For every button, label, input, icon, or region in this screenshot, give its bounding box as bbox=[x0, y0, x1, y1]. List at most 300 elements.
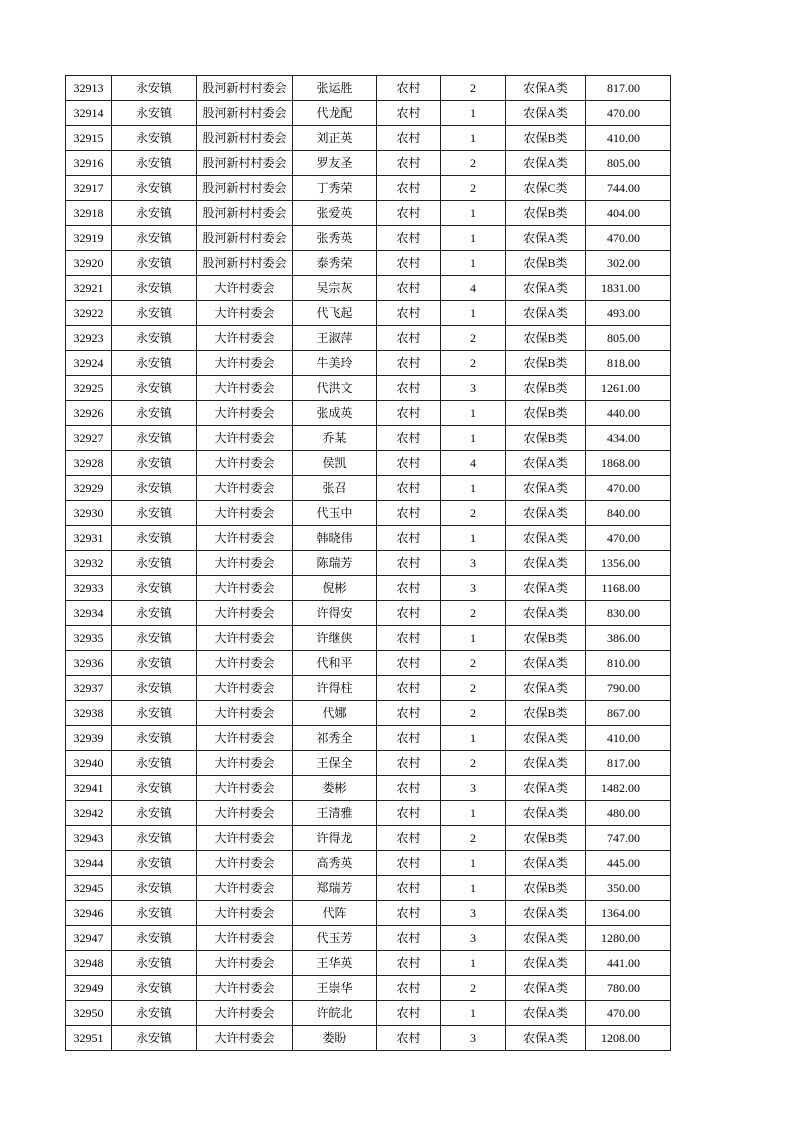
cell-amount: 445.00 bbox=[586, 851, 671, 876]
cell-count: 1 bbox=[441, 851, 506, 876]
cell-town: 永安镇 bbox=[112, 401, 197, 426]
cell-category: 农村 bbox=[377, 276, 441, 301]
cell-count: 1 bbox=[441, 951, 506, 976]
cell-amount: 1868.00 bbox=[586, 451, 671, 476]
cell-amount: 818.00 bbox=[586, 351, 671, 376]
cell-insurance: 农保A类 bbox=[506, 676, 586, 701]
cell-town: 永安镇 bbox=[112, 1001, 197, 1026]
table-row bbox=[66, 76, 671, 101]
cell-town: 永安镇 bbox=[112, 776, 197, 801]
cell-count: 2 bbox=[441, 651, 506, 676]
cell-insurance: 农保A类 bbox=[506, 1026, 586, 1051]
table-row bbox=[66, 551, 671, 576]
cell-name: 代阵 bbox=[293, 901, 377, 926]
cell-name: 许皖北 bbox=[293, 1001, 377, 1026]
cell-id: 32933 bbox=[66, 576, 112, 601]
cell-category: 农村 bbox=[377, 401, 441, 426]
cell-village: 大许村委会 bbox=[197, 751, 293, 776]
cell-insurance: 农保B类 bbox=[506, 251, 586, 276]
cell-amount: 410.00 bbox=[586, 726, 671, 751]
cell-name: 代娜 bbox=[293, 701, 377, 726]
cell-category: 农村 bbox=[377, 976, 441, 1001]
cell-insurance: 农保A类 bbox=[506, 901, 586, 926]
cell-id: 32934 bbox=[66, 601, 112, 626]
cell-town: 永安镇 bbox=[112, 676, 197, 701]
cell-category: 农村 bbox=[377, 701, 441, 726]
cell-id: 32949 bbox=[66, 976, 112, 1001]
cell-name: 代玉芳 bbox=[293, 926, 377, 951]
cell-id: 32928 bbox=[66, 451, 112, 476]
table-row bbox=[66, 476, 671, 501]
cell-village: 股河新村村委会 bbox=[197, 226, 293, 251]
cell-town: 永安镇 bbox=[112, 1026, 197, 1051]
table-row bbox=[66, 151, 671, 176]
cell-insurance: 农保A类 bbox=[506, 101, 586, 126]
cell-village: 大许村委会 bbox=[197, 776, 293, 801]
cell-count: 2 bbox=[441, 701, 506, 726]
cell-category: 农村 bbox=[377, 901, 441, 926]
cell-town: 永安镇 bbox=[112, 701, 197, 726]
table-row bbox=[66, 326, 671, 351]
table-row bbox=[66, 351, 671, 376]
table-row bbox=[66, 376, 671, 401]
cell-village: 大许村委会 bbox=[197, 426, 293, 451]
cell-insurance: 农保A类 bbox=[506, 451, 586, 476]
cell-village: 大许村委会 bbox=[197, 476, 293, 501]
cell-count: 3 bbox=[441, 901, 506, 926]
cell-category: 农村 bbox=[377, 226, 441, 251]
cell-amount: 410.00 bbox=[586, 126, 671, 151]
cell-village: 大许村委会 bbox=[197, 626, 293, 651]
table-row bbox=[66, 526, 671, 551]
cell-amount: 350.00 bbox=[586, 876, 671, 901]
table-row bbox=[66, 626, 671, 651]
cell-village: 大许村委会 bbox=[197, 976, 293, 1001]
cell-insurance: 农保B类 bbox=[506, 126, 586, 151]
cell-name: 王淑萍 bbox=[293, 326, 377, 351]
cell-id: 32948 bbox=[66, 951, 112, 976]
cell-id: 32938 bbox=[66, 701, 112, 726]
cell-category: 农村 bbox=[377, 426, 441, 451]
cell-amount: 1208.00 bbox=[586, 1026, 671, 1051]
table-row bbox=[66, 701, 671, 726]
table-row bbox=[66, 926, 671, 951]
table-row bbox=[66, 201, 671, 226]
cell-insurance: 农保A类 bbox=[506, 751, 586, 776]
cell-category: 农村 bbox=[377, 626, 441, 651]
table-row bbox=[66, 251, 671, 276]
cell-id: 32942 bbox=[66, 801, 112, 826]
cell-name: 许得龙 bbox=[293, 826, 377, 851]
table-row bbox=[66, 826, 671, 851]
cell-town: 永安镇 bbox=[112, 826, 197, 851]
cell-count: 1 bbox=[441, 426, 506, 451]
cell-village: 股河新村村委会 bbox=[197, 176, 293, 201]
cell-town: 永安镇 bbox=[112, 651, 197, 676]
cell-town: 永安镇 bbox=[112, 226, 197, 251]
table-row bbox=[66, 501, 671, 526]
cell-town: 永安镇 bbox=[112, 876, 197, 901]
cell-amount: 780.00 bbox=[586, 976, 671, 1001]
cell-count: 1 bbox=[441, 251, 506, 276]
cell-name: 高秀英 bbox=[293, 851, 377, 876]
cell-id: 32926 bbox=[66, 401, 112, 426]
cell-town: 永安镇 bbox=[112, 726, 197, 751]
table-row bbox=[66, 126, 671, 151]
cell-id: 32936 bbox=[66, 651, 112, 676]
cell-insurance: 农保B类 bbox=[506, 426, 586, 451]
cell-category: 农村 bbox=[377, 351, 441, 376]
cell-category: 农村 bbox=[377, 201, 441, 226]
cell-town: 永安镇 bbox=[112, 551, 197, 576]
cell-insurance: 农保A类 bbox=[506, 151, 586, 176]
cell-name: 侯凯 bbox=[293, 451, 377, 476]
cell-insurance: 农保A类 bbox=[506, 651, 586, 676]
cell-count: 4 bbox=[441, 451, 506, 476]
cell-count: 1 bbox=[441, 476, 506, 501]
cell-village: 大许村委会 bbox=[197, 326, 293, 351]
cell-count: 2 bbox=[441, 326, 506, 351]
cell-insurance: 农保A类 bbox=[506, 801, 586, 826]
cell-id: 32931 bbox=[66, 526, 112, 551]
cell-count: 2 bbox=[441, 501, 506, 526]
table-row bbox=[66, 226, 671, 251]
cell-count: 2 bbox=[441, 826, 506, 851]
cell-category: 农村 bbox=[377, 851, 441, 876]
cell-name: 代飞起 bbox=[293, 301, 377, 326]
cell-id: 32923 bbox=[66, 326, 112, 351]
cell-count: 2 bbox=[441, 351, 506, 376]
cell-village: 大许村委会 bbox=[197, 551, 293, 576]
cell-amount: 470.00 bbox=[586, 1001, 671, 1026]
cell-town: 永安镇 bbox=[112, 926, 197, 951]
table-row bbox=[66, 576, 671, 601]
cell-id: 32941 bbox=[66, 776, 112, 801]
cell-id: 32943 bbox=[66, 826, 112, 851]
cell-name: 张成英 bbox=[293, 401, 377, 426]
cell-village: 大许村委会 bbox=[197, 801, 293, 826]
cell-id: 32915 bbox=[66, 126, 112, 151]
cell-town: 永安镇 bbox=[112, 351, 197, 376]
cell-count: 1 bbox=[441, 876, 506, 901]
cell-insurance: 农保B类 bbox=[506, 626, 586, 651]
cell-id: 32935 bbox=[66, 626, 112, 651]
cell-count: 2 bbox=[441, 176, 506, 201]
cell-category: 农村 bbox=[377, 126, 441, 151]
cell-count: 3 bbox=[441, 776, 506, 801]
cell-amount: 404.00 bbox=[586, 201, 671, 226]
cell-id: 32945 bbox=[66, 876, 112, 901]
cell-village: 大许村委会 bbox=[197, 576, 293, 601]
cell-amount: 747.00 bbox=[586, 826, 671, 851]
cell-name: 代龙配 bbox=[293, 101, 377, 126]
cell-village: 大许村委会 bbox=[197, 276, 293, 301]
cell-insurance: 农保B类 bbox=[506, 376, 586, 401]
cell-town: 永安镇 bbox=[112, 751, 197, 776]
cell-count: 1 bbox=[441, 226, 506, 251]
cell-name: 陈瑞芳 bbox=[293, 551, 377, 576]
cell-name: 代洪文 bbox=[293, 376, 377, 401]
cell-count: 3 bbox=[441, 376, 506, 401]
cell-id: 32919 bbox=[66, 226, 112, 251]
cell-village: 股河新村村委会 bbox=[197, 151, 293, 176]
cell-insurance: 农保A类 bbox=[506, 851, 586, 876]
cell-amount: 434.00 bbox=[586, 426, 671, 451]
cell-amount: 1280.00 bbox=[586, 926, 671, 951]
cell-insurance: 农保A类 bbox=[506, 526, 586, 551]
cell-town: 永安镇 bbox=[112, 426, 197, 451]
cell-village: 大许村委会 bbox=[197, 651, 293, 676]
cell-village: 大许村委会 bbox=[197, 901, 293, 926]
cell-id: 32930 bbox=[66, 501, 112, 526]
table-row bbox=[66, 876, 671, 901]
cell-village: 股河新村村委会 bbox=[197, 76, 293, 101]
cell-name: 祁秀全 bbox=[293, 726, 377, 751]
cell-count: 1 bbox=[441, 801, 506, 826]
table-row bbox=[66, 951, 671, 976]
cell-category: 农村 bbox=[377, 726, 441, 751]
cell-town: 永安镇 bbox=[112, 76, 197, 101]
cell-id: 32913 bbox=[66, 76, 112, 101]
cell-village: 大许村委会 bbox=[197, 876, 293, 901]
cell-town: 永安镇 bbox=[112, 501, 197, 526]
cell-id: 32937 bbox=[66, 676, 112, 701]
cell-village: 大许村委会 bbox=[197, 926, 293, 951]
cell-amount: 805.00 bbox=[586, 326, 671, 351]
cell-town: 永安镇 bbox=[112, 301, 197, 326]
cell-name: 娄盼 bbox=[293, 1026, 377, 1051]
cell-category: 农村 bbox=[377, 501, 441, 526]
cell-town: 永安镇 bbox=[112, 101, 197, 126]
cell-insurance: 农保A类 bbox=[506, 301, 586, 326]
cell-insurance: 农保A类 bbox=[506, 76, 586, 101]
cell-name: 王华英 bbox=[293, 951, 377, 976]
cell-insurance: 农保A类 bbox=[506, 551, 586, 576]
cell-count: 2 bbox=[441, 601, 506, 626]
cell-town: 永安镇 bbox=[112, 476, 197, 501]
cell-count: 2 bbox=[441, 151, 506, 176]
cell-category: 农村 bbox=[377, 151, 441, 176]
cell-town: 永安镇 bbox=[112, 601, 197, 626]
cell-id: 32925 bbox=[66, 376, 112, 401]
cell-insurance: 农保A类 bbox=[506, 926, 586, 951]
cell-id: 32944 bbox=[66, 851, 112, 876]
cell-insurance: 农保B类 bbox=[506, 876, 586, 901]
cell-village: 大许村委会 bbox=[197, 676, 293, 701]
cell-id: 32939 bbox=[66, 726, 112, 751]
cell-amount: 1261.00 bbox=[586, 376, 671, 401]
table-row bbox=[66, 1026, 671, 1051]
cell-category: 农村 bbox=[377, 826, 441, 851]
cell-name: 丁秀荣 bbox=[293, 176, 377, 201]
cell-category: 农村 bbox=[377, 526, 441, 551]
table-row bbox=[66, 401, 671, 426]
cell-name: 乔某 bbox=[293, 426, 377, 451]
cell-village: 大许村委会 bbox=[197, 851, 293, 876]
cell-category: 农村 bbox=[377, 76, 441, 101]
cell-town: 永安镇 bbox=[112, 526, 197, 551]
cell-name: 娄彬 bbox=[293, 776, 377, 801]
cell-count: 3 bbox=[441, 551, 506, 576]
cell-id: 32914 bbox=[66, 101, 112, 126]
cell-amount: 810.00 bbox=[586, 651, 671, 676]
cell-insurance: 农保A类 bbox=[506, 276, 586, 301]
cell-town: 永安镇 bbox=[112, 901, 197, 926]
cell-id: 32917 bbox=[66, 176, 112, 201]
cell-amount: 441.00 bbox=[586, 951, 671, 976]
cell-id: 32951 bbox=[66, 1026, 112, 1051]
cell-name: 韩晓伟 bbox=[293, 526, 377, 551]
table-row bbox=[66, 601, 671, 626]
cell-id: 32921 bbox=[66, 276, 112, 301]
table-row bbox=[66, 976, 671, 1001]
cell-amount: 1482.00 bbox=[586, 776, 671, 801]
cell-name: 泰秀荣 bbox=[293, 251, 377, 276]
cell-village: 大许村委会 bbox=[197, 951, 293, 976]
cell-name: 张爱英 bbox=[293, 201, 377, 226]
cell-insurance: 农保A类 bbox=[506, 976, 586, 1001]
cell-village: 大许村委会 bbox=[197, 1026, 293, 1051]
cell-insurance: 农保A类 bbox=[506, 1001, 586, 1026]
cell-village: 大许村委会 bbox=[197, 301, 293, 326]
cell-amount: 1356.00 bbox=[586, 551, 671, 576]
table-row bbox=[66, 851, 671, 876]
cell-town: 永安镇 bbox=[112, 976, 197, 1001]
cell-name: 王清雅 bbox=[293, 801, 377, 826]
cell-village: 大许村委会 bbox=[197, 351, 293, 376]
cell-village: 大许村委会 bbox=[197, 1001, 293, 1026]
cell-village: 大许村委会 bbox=[197, 701, 293, 726]
cell-town: 永安镇 bbox=[112, 626, 197, 651]
cell-village: 大许村委会 bbox=[197, 826, 293, 851]
cell-count: 1 bbox=[441, 401, 506, 426]
table-row bbox=[66, 451, 671, 476]
cell-amount: 790.00 bbox=[586, 676, 671, 701]
cell-amount: 470.00 bbox=[586, 101, 671, 126]
cell-town: 永安镇 bbox=[112, 151, 197, 176]
cell-count: 3 bbox=[441, 576, 506, 601]
cell-insurance: 农保B类 bbox=[506, 326, 586, 351]
cell-category: 农村 bbox=[377, 776, 441, 801]
cell-insurance: 农保A类 bbox=[506, 726, 586, 751]
cell-village: 股河新村村委会 bbox=[197, 201, 293, 226]
cell-town: 永安镇 bbox=[112, 801, 197, 826]
cell-insurance: 农保A类 bbox=[506, 576, 586, 601]
cell-name: 代和平 bbox=[293, 651, 377, 676]
cell-name: 郑瑞芳 bbox=[293, 876, 377, 901]
cell-amount: 493.00 bbox=[586, 301, 671, 326]
cell-amount: 817.00 bbox=[586, 751, 671, 776]
cell-count: 2 bbox=[441, 76, 506, 101]
cell-id: 32922 bbox=[66, 301, 112, 326]
table-row bbox=[66, 676, 671, 701]
cell-category: 农村 bbox=[377, 551, 441, 576]
cell-insurance: 农保A类 bbox=[506, 501, 586, 526]
cell-id: 32927 bbox=[66, 426, 112, 451]
table-row bbox=[66, 301, 671, 326]
cell-amount: 805.00 bbox=[586, 151, 671, 176]
cell-category: 农村 bbox=[377, 601, 441, 626]
cell-amount: 470.00 bbox=[586, 226, 671, 251]
cell-town: 永安镇 bbox=[112, 951, 197, 976]
cell-id: 32947 bbox=[66, 926, 112, 951]
cell-insurance: 农保B类 bbox=[506, 826, 586, 851]
cell-insurance: 农保A类 bbox=[506, 951, 586, 976]
cell-name: 王保全 bbox=[293, 751, 377, 776]
cell-amount: 470.00 bbox=[586, 526, 671, 551]
cell-town: 永安镇 bbox=[112, 276, 197, 301]
table-row bbox=[66, 726, 671, 751]
cell-insurance: 农保A类 bbox=[506, 776, 586, 801]
cell-insurance: 农保B类 bbox=[506, 701, 586, 726]
cell-village: 股河新村村委会 bbox=[197, 251, 293, 276]
cell-name: 牛美玲 bbox=[293, 351, 377, 376]
cell-name: 张召 bbox=[293, 476, 377, 501]
table-row bbox=[66, 651, 671, 676]
cell-amount: 744.00 bbox=[586, 176, 671, 201]
cell-town: 永安镇 bbox=[112, 576, 197, 601]
cell-amount: 1364.00 bbox=[586, 901, 671, 926]
cell-village: 大许村委会 bbox=[197, 726, 293, 751]
cell-id: 32940 bbox=[66, 751, 112, 776]
cell-village: 大许村委会 bbox=[197, 601, 293, 626]
table-row bbox=[66, 801, 671, 826]
cell-category: 农村 bbox=[377, 1026, 441, 1051]
cell-category: 农村 bbox=[377, 651, 441, 676]
cell-name: 刘正英 bbox=[293, 126, 377, 151]
cell-name: 张运胜 bbox=[293, 76, 377, 101]
cell-insurance: 农保A类 bbox=[506, 226, 586, 251]
cell-count: 4 bbox=[441, 276, 506, 301]
cell-id: 32918 bbox=[66, 201, 112, 226]
cell-amount: 480.00 bbox=[586, 801, 671, 826]
cell-amount: 867.00 bbox=[586, 701, 671, 726]
cell-village: 大许村委会 bbox=[197, 451, 293, 476]
table-row bbox=[66, 101, 671, 126]
cell-category: 农村 bbox=[377, 176, 441, 201]
cell-category: 农村 bbox=[377, 926, 441, 951]
cell-count: 2 bbox=[441, 976, 506, 1001]
cell-amount: 1831.00 bbox=[586, 276, 671, 301]
cell-count: 3 bbox=[441, 926, 506, 951]
cell-insurance: 农保A类 bbox=[506, 476, 586, 501]
cell-name: 许得柱 bbox=[293, 676, 377, 701]
cell-insurance: 农保B类 bbox=[506, 201, 586, 226]
cell-category: 农村 bbox=[377, 576, 441, 601]
cell-category: 农村 bbox=[377, 951, 441, 976]
cell-count: 1 bbox=[441, 126, 506, 151]
cell-amount: 817.00 bbox=[586, 76, 671, 101]
cell-amount: 830.00 bbox=[586, 601, 671, 626]
cell-town: 永安镇 bbox=[112, 851, 197, 876]
table-row bbox=[66, 426, 671, 451]
cell-id: 32950 bbox=[66, 1001, 112, 1026]
cell-count: 1 bbox=[441, 101, 506, 126]
cell-id: 32946 bbox=[66, 901, 112, 926]
table-row bbox=[66, 276, 671, 301]
cell-insurance: 农保B类 bbox=[506, 401, 586, 426]
cell-insurance: 农保A类 bbox=[506, 601, 586, 626]
cell-name: 王崇华 bbox=[293, 976, 377, 1001]
cell-town: 永安镇 bbox=[112, 126, 197, 151]
cell-category: 农村 bbox=[377, 301, 441, 326]
cell-village: 大许村委会 bbox=[197, 526, 293, 551]
cell-category: 农村 bbox=[377, 451, 441, 476]
cell-name: 许继侠 bbox=[293, 626, 377, 651]
cell-name: 许得安 bbox=[293, 601, 377, 626]
cell-category: 农村 bbox=[377, 326, 441, 351]
cell-count: 1 bbox=[441, 201, 506, 226]
